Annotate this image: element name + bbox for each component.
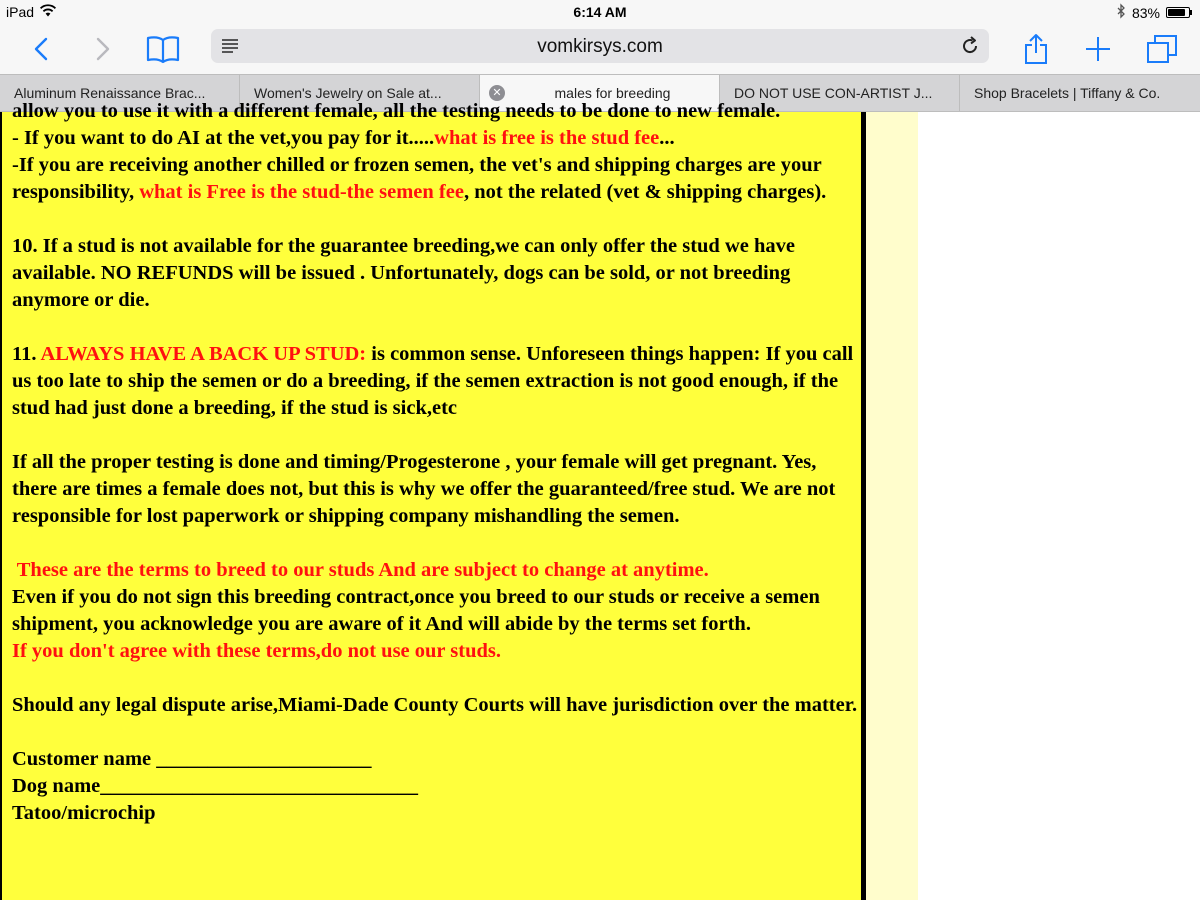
contract-text xyxy=(12,98,858,827)
text: 11. xyxy=(12,343,41,365)
close-tab-icon[interactable]: ✕ xyxy=(489,85,505,101)
testing-paragraph: If all the proper testing is done and timing/Progesterone , your female will get pregnant. Yes, there are times a female does not, but this is why we offer the guaranteed/free stud. We are not responsible for lost paperwork or shipping company mishandling the semen. xyxy=(12,451,836,527)
battery-percent: 83% xyxy=(1131,4,1160,21)
tab-tiffany[interactable] xyxy=(960,75,1200,111)
text: is common sense. Unforeseen things happen: If you call us too late to ship the semen or do a breeding, if the semen extraction is not good enough, if the stud had just done a breeding, if the stud is sick,etc xyxy=(12,343,854,419)
tab-title: males for breeding xyxy=(554,85,671,101)
battery-level-fill xyxy=(1168,9,1185,16)
terms-paragraph: Even if you do not sign this breeding contract,once you breed to our studs or receive a semen shipment, you acknowledge you are aware of it And will abide by the terms set forth. xyxy=(12,586,820,635)
highlight-text: what is Free is the stud-the semen fee xyxy=(139,181,464,203)
url-text: vomkirsys.com xyxy=(537,36,663,57)
tabs-overview-button[interactable] xyxy=(1144,32,1180,66)
book-icon xyxy=(146,35,180,63)
customer-name-line: Customer name _____________________ xyxy=(12,748,372,770)
clock: 6:14 AM xyxy=(573,4,627,20)
highlight-text: ALWAYS HAVE A BACK UP STUD: xyxy=(40,343,367,365)
legal-paragraph: Should any legal dispute arise,Miami-Dade County Courts will have jurisdiction over the matter. xyxy=(12,694,858,716)
tatoo-line: Tatoo/microchip xyxy=(12,802,156,824)
address-bar[interactable] xyxy=(211,29,989,63)
bookmarks-button[interactable] xyxy=(145,32,181,66)
browser-toolbar xyxy=(0,24,1200,74)
tab-title: Shop Bracelets | Tiffany & Co. xyxy=(974,85,1161,101)
text: ... xyxy=(659,127,675,149)
battery-icon xyxy=(1166,7,1190,18)
ai-vet-paragraph xyxy=(12,125,858,152)
item-11-paragraph xyxy=(12,341,858,422)
plus-icon xyxy=(1084,35,1112,63)
chevron-right-icon xyxy=(96,37,110,61)
terms-heading: These are the terms to breed to our studs And are subject to change at anytime. xyxy=(12,559,709,581)
bluetooth-icon xyxy=(1117,4,1126,21)
share-button[interactable] xyxy=(1018,32,1054,66)
chevron-left-icon xyxy=(34,37,48,61)
reload-icon[interactable] xyxy=(959,35,981,62)
tab-title: Women's Jewelry on Sale at... xyxy=(254,85,442,101)
device-name: iPad xyxy=(6,4,35,20)
page-margin xyxy=(918,112,1200,900)
disagree-line: If you don't agree with these terms,do not use our studs. xyxy=(12,640,501,662)
share-icon xyxy=(1024,33,1048,65)
status-bar xyxy=(0,0,1200,24)
new-tab-button[interactable] xyxy=(1080,32,1116,66)
item-10-paragraph: 10. If a stud is not available for the guarantee breeding,we can only offer the stud we have available. NO REFUNDS will be issued . Unfortunately, dogs can be sold, or not breeding anymore or die. xyxy=(12,235,795,311)
highlight-text: what is free is the stud fee xyxy=(434,127,660,149)
tab-title: DO NOT USE CON-ARTIST J... xyxy=(734,85,933,101)
tabs-icon xyxy=(1146,34,1178,64)
tab-title: Aluminum Renaissance Brac... xyxy=(14,85,206,101)
forward-button[interactable] xyxy=(85,32,121,66)
cut-off-line: allow you to use it with a different female, all the testing needs to be done to new female. xyxy=(12,100,781,122)
back-button[interactable] xyxy=(23,32,59,66)
web-content[interactable] xyxy=(0,100,1200,900)
text: - If you want to do AI at the vet,you pay for it..... xyxy=(12,127,435,149)
contract-panel xyxy=(0,100,866,900)
chilled-semen-paragraph xyxy=(12,152,858,206)
text: , not the related (vet & shipping charges). xyxy=(463,181,827,203)
dog-name-line: Dog name_______________________________ xyxy=(12,775,419,797)
text: -If you are receiving another chilled or frozen semen, the vet's and shipping charges are your responsibility, xyxy=(12,154,822,203)
battery-tip xyxy=(1190,10,1192,15)
